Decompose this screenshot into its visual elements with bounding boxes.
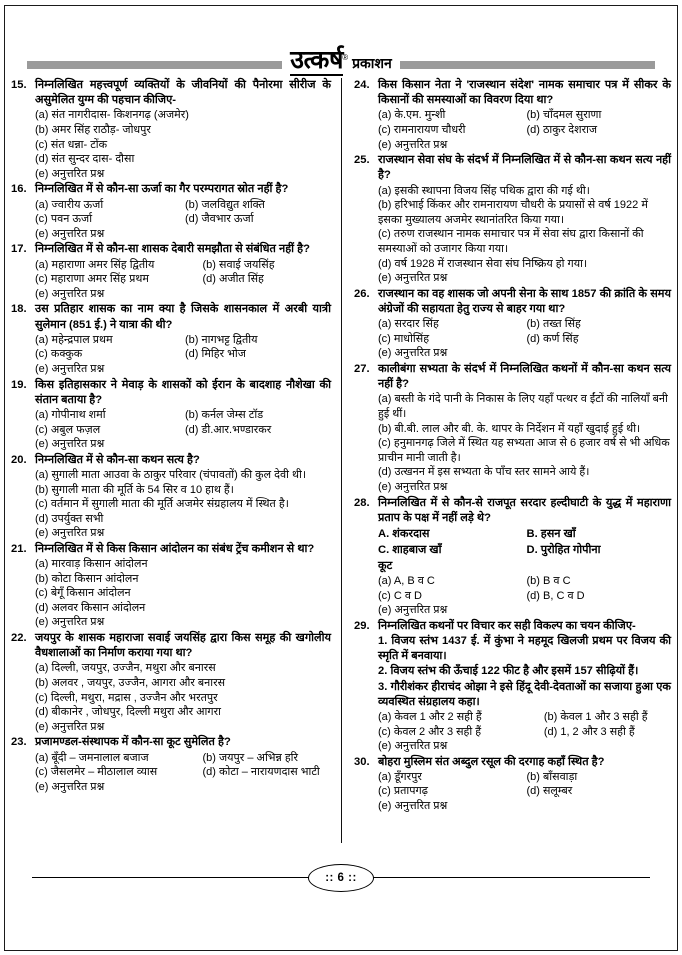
option-d[interactable]: (d) ठाकुर देशराज <box>526 124 598 136</box>
option-d[interactable]: (d) अजीत सिंह <box>202 273 264 286</box>
option-c[interactable]: (c) जैसलमेर – मीठालाल व्यास <box>35 766 158 779</box>
option-c[interactable]: (c) बेगूँ किसान आंदोलन <box>35 587 131 600</box>
option-c[interactable]: (c) दिल्ली, मथुरा, मद्रास , उज्जैन और भरतपुर <box>35 691 218 704</box>
question-block <box>354 755 671 814</box>
left-column <box>11 78 341 843</box>
option-e[interactable]: (e) अनुत्तरित प्रश्न <box>35 780 105 793</box>
statement-list <box>378 634 671 710</box>
option-list <box>378 770 671 814</box>
option-b[interactable]: (b) कोटा किसान आंदोलन <box>35 572 139 585</box>
option-c[interactable]: (c) पवन ऊर्जा <box>35 213 93 226</box>
option-a[interactable]: (a) महेन्द्रपाल प्रथम <box>35 333 113 346</box>
option-e[interactable]: (e) अनुत्तरित प्रश्न <box>35 616 105 629</box>
question-number: 24. <box>354 79 370 91</box>
option-e[interactable]: (e) अनुत्तरित प्रश्न <box>35 720 105 733</box>
option-e[interactable]: (e) अनुत्तरित प्रश्न <box>378 604 448 617</box>
question-number: 16. <box>11 183 27 196</box>
question-block <box>354 287 671 361</box>
question-block <box>11 542 331 630</box>
option-list <box>378 108 671 152</box>
question-text: निम्नलिखित में से कौन-से राजपूत सरदार हल्दीघाटी के युद्ध में महाराणा प्रताप के पक्ष में नहीं लड़े थे? <box>378 496 671 524</box>
question-text: कालीबंगा सभ्यता के संदर्भ में निम्नलिखित कथनों में कौन-सा कथन सत्य नहीं है? <box>378 362 671 391</box>
question-block <box>11 453 331 541</box>
match-item-c: C. शाहबाज खाँ <box>378 543 442 556</box>
option-c[interactable]: (c) महाराणा अमर सिंह प्रथम <box>35 273 149 286</box>
option-e[interactable]: (e) अनुत्तरित प्रश्न <box>35 227 105 240</box>
match-item-d: D. पुरोहित गोपीना <box>526 543 601 556</box>
option-e[interactable]: (e) अनुत्तरित प्रश्न <box>35 527 105 540</box>
option-b[interactable]: (b) जयपुर – अभिन्न हरि <box>202 751 299 764</box>
option-d[interactable]: (d) मिहिर भोज <box>185 348 246 361</box>
option-c[interactable]: (c) अबुल फज़ल <box>35 423 101 436</box>
option-b[interactable]: (b) सुगाली माता की मूर्ति के 54 सिर व 10 हाथ हैं। <box>35 483 234 496</box>
question-block <box>11 378 331 452</box>
question-block <box>354 78 671 152</box>
statement-2: 2. विजय स्तंभ की ऊँचाई 122 फीट है और इसमें 157 सीढ़ियों हैं। <box>378 665 639 678</box>
question-text: उस प्रतिहार शासक का नाम क्या है जिसके शासनकाल में अरबी यात्री सुलेमान (851 ई.) ने यात्रा की थी? <box>35 303 331 331</box>
option-a[interactable]: (a) दिल्ली, जयपुर, उज्जैन, मथुरा और बनारस <box>35 662 216 675</box>
option-a[interactable]: (a) सुगाली माता आउवा के ठाकुर परिवार (चंपावतों) की कुल देवी थी। <box>35 468 307 481</box>
option-b[interactable]: (b) नागभट्ट द्वितीय <box>185 333 258 346</box>
question-number: 29. <box>354 619 370 632</box>
question-text: निम्नलिखित महत्त्वपूर्ण व्यक्तियों के जीवनियों की पैनोरमा सीरीज के असुमेलित युग्म की पहचान कीजिए- <box>35 79 331 107</box>
option-b[interactable]: (b) चाँदमल सुराणा <box>526 109 602 122</box>
question-text: निम्नलिखित में से किस किसान आंदोलन का संबंध ट्रेंच कमीशन से था? <box>35 542 315 555</box>
option-b[interactable]: (b) अलवर , जयपुर, उज्जैन, आगरा और बनारस <box>35 677 226 690</box>
option-d[interactable]: (d) संत सुन्दर दास- दौसा <box>35 153 135 166</box>
question-text: राजस्थान का वह शासक जो अपनी सेना के साथ 1857 की क्रांति के समय अंग्रेजों की सहायता हेतु राज्य से बाहर गया था? <box>378 287 671 315</box>
question-number: 30. <box>354 755 370 768</box>
question-number: 20. <box>11 453 27 466</box>
question-text: निम्नलिखित में से कौन-सा शासक देबारी समझौता से संबंधित नहीं है? <box>35 243 310 256</box>
question-block <box>11 631 331 734</box>
option-list <box>35 258 331 302</box>
option-b[interactable]: (b) B व C <box>526 574 571 587</box>
option-d[interactable]: (d) उपर्युक्त सभी <box>35 512 104 525</box>
option-list <box>35 557 331 630</box>
option-e[interactable]: (e) अनुत्तरित प्रश्न <box>378 740 448 753</box>
page-number: :: 6 :: <box>308 864 374 892</box>
question-text: बोहरा मुस्लिम संत अब्दुल रसूल की दरगाह कहाँ स्थित है? <box>378 755 605 768</box>
option-c[interactable]: (c) वर्तमान में सुगाली माता की मूर्ति अजमेर संग्रहालय में स्थित है। <box>35 498 289 511</box>
option-a[interactable]: (a) गोपीनाथ शर्मा <box>35 408 106 421</box>
question-text: जयपुर के शासक महाराजा सवाई जयसिंह द्वारा किस समूह की खगोलीय वैधशालाओं का निर्माण कराया गया था? <box>35 632 331 660</box>
option-list <box>378 710 671 754</box>
option-a[interactable]: (a) केवल 1 और 2 सही हैं <box>378 710 482 723</box>
option-list <box>378 392 671 494</box>
question-number: 22. <box>11 632 27 645</box>
page-header <box>5 6 677 78</box>
question-block <box>11 735 331 794</box>
question-block <box>354 362 671 495</box>
question-block <box>354 619 671 754</box>
option-d[interactable]: (d) B, C व D <box>526 589 585 602</box>
question-text: निम्नलिखित में से कौन-सा ऊर्जा का गैर परम्परागत स्रोत नहीं है? <box>35 183 289 196</box>
option-b[interactable]: (b) बी.बी. लाल और बी. के. थापर के निर्देशन में यहाँ खुदाई हुई थी। <box>378 422 641 435</box>
match-pair-list <box>378 526 671 558</box>
option-b[interactable]: (b) केवल 1 और 3 सही हैं <box>543 710 648 723</box>
option-e[interactable]: (e) अनुत्तरित प्रश्न <box>35 362 105 375</box>
option-a[interactable]: (a) सरदार सिंह <box>378 318 439 331</box>
option-d[interactable]: (d) कोटा – नारायणदास भाटी <box>202 766 320 779</box>
option-c[interactable]: (c) हनुमानगढ़ जिले में स्थित यह सभ्यता आज से 6 हजार वर्ष से भी अधिक प्राचीन मानी जाती है। <box>378 437 670 464</box>
question-text: निम्नलिखित में से कौन-सा कथन सत्य है? <box>35 453 200 466</box>
option-a[interactable]: (a) महाराणा अमर सिंह द्वितीय <box>35 258 155 271</box>
option-c[interactable]: (c) कक्कुक <box>35 348 83 361</box>
registered-trademark-icon: ® <box>342 53 349 62</box>
question-text: राजस्थान सेवा संघ के संदर्भ में निम्नलिखित में से कौन-सा कथन सत्य नहीं है? <box>378 154 671 182</box>
option-a[interactable]: (a) के.एम. मुन्शी <box>378 109 446 122</box>
match-item-b: B. हसन खाँ <box>526 527 576 540</box>
page-footer <box>10 864 672 890</box>
koot-label: कूट <box>378 559 393 572</box>
option-b[interactable]: (b) तख्त सिंह <box>526 318 581 331</box>
option-d[interactable]: (d) वर्ष 1928 में राजस्थान सेवा संघ निष्क्रिय हो गया। <box>378 257 588 270</box>
option-list <box>35 333 331 377</box>
question-columns <box>5 78 677 843</box>
option-c[interactable]: (c) तरुण राजस्थान नामक समाचार पत्र में सेवा संघ द्वारा किसानों की समस्याओं को उजागर किया गया। <box>378 228 644 255</box>
publisher-logo <box>288 48 393 76</box>
option-list <box>35 661 331 734</box>
header-rule-left <box>27 61 282 69</box>
option-d[interactable]: (d) कर्ण सिंह <box>526 332 579 345</box>
question-number: 17. <box>11 243 27 256</box>
option-e[interactable]: (e) अनुत्तरित प्रश्न <box>378 480 448 493</box>
question-number: 15. <box>11 79 27 91</box>
option-b[interactable]: (b) सवाई जयसिंह <box>202 258 275 271</box>
option-c[interactable]: (c) माधोसिंह <box>378 332 430 345</box>
option-b[interactable]: (b) हरिभाई किंकर और रामनारायण चौधरी के प्रयासों से वर्ष 1922 में इसका मुख्यालय अजमेर स्थानांतरित किया गया। <box>378 199 648 226</box>
question-text: किस किसान नेता ने 'राजस्थान संदेश' नामक समाचार पत्र में सीकर के किसानों की समस्याओं का विवरण दिया था? <box>378 79 671 107</box>
question-number: 25. <box>354 154 370 167</box>
option-a[interactable]: (a) मारवाड़ किसान आंदोलन <box>35 558 148 571</box>
statement-3: 3. गौरीशंकर हीराचंद ओझा ने इसे हिंदू देवी-देवताओं का सजाया हुआ एक व्यवस्थित संग्रहालय कहा। <box>378 680 671 708</box>
option-c[interactable]: (c) रामनारायण चौधरी <box>378 124 466 136</box>
option-d[interactable]: (d) उत्खनन में इस सभ्यता के पाँच स्तर सामने आये हैं। <box>378 466 590 479</box>
option-b[interactable]: (b) अमर सिंह राठौड़- जोधपुर <box>35 124 151 136</box>
option-list <box>35 468 331 541</box>
option-e[interactable]: (e) अनुत्तरित प्रश्न <box>378 800 448 813</box>
option-e[interactable]: (e) अनुत्तरित प्रश्न <box>378 347 448 360</box>
question-block <box>354 153 671 286</box>
option-list <box>378 184 671 286</box>
option-c[interactable]: (c) केवल 2 और 3 सही हैं <box>378 725 482 738</box>
option-e[interactable]: (e) अनुत्तरित प्रश्न <box>35 438 105 451</box>
question-block <box>11 302 331 376</box>
option-d[interactable]: (d) सलूम्बर <box>526 785 573 798</box>
question-block <box>11 242 331 301</box>
option-list <box>35 198 331 242</box>
right-column <box>341 78 671 843</box>
option-list <box>35 408 331 452</box>
option-d[interactable]: (d) बीकानेर , जोधपुर, दिल्ली मथुरा और आगरा <box>35 706 221 719</box>
option-d[interactable]: (d) जैवभार ऊर्जा <box>185 213 254 226</box>
question-text: प्रजामण्डल-संस्थापक में कौन-सा कूट सुमेलित है? <box>35 736 231 749</box>
statement-1: 1. विजय स्तंभ 1437 ई. में कुंभा ने महमूद खिलजी प्रथम पर विजय की स्मृति में बनवाया। <box>378 634 671 663</box>
option-a[interactable]: (a) इसकी स्थापना विजय सिंह पथिक द्वारा की गई थी। <box>378 184 590 197</box>
option-b[interactable]: (b) बाँसवाड़ा <box>526 770 578 783</box>
question-block <box>354 496 671 618</box>
option-a[interactable]: (a) संत नागरीदास- किशनगढ़ (अजमेर) <box>35 109 189 122</box>
option-list <box>35 751 331 795</box>
option-d[interactable]: (d) अलवर किसान आंदोलन <box>35 601 146 614</box>
option-e[interactable]: (e) अनुत्तरित प्रश्न <box>35 287 105 300</box>
option-list <box>378 317 671 361</box>
header-rule-right <box>400 61 655 69</box>
option-c[interactable]: (c) C व D <box>378 589 422 602</box>
option-b[interactable]: (b) कर्नल जेम्स टॉड <box>185 408 264 421</box>
option-e[interactable]: (e) अनुत्तरित प्रश्न <box>35 167 105 180</box>
option-e[interactable]: (e) अनुत्तरित प्रश्न <box>378 138 448 151</box>
question-number: 19. <box>11 378 27 391</box>
option-a[interactable]: (a) डूँगरपुर <box>378 770 422 783</box>
option-c[interactable]: (c) संत धन्ना- टोंक <box>35 138 108 151</box>
question-number: 18. <box>11 303 27 316</box>
question-number: 28. <box>354 496 370 509</box>
question-number: 21. <box>11 542 27 555</box>
option-e[interactable]: (e) अनुत्तरित प्रश्न <box>378 272 448 285</box>
option-a[interactable]: (a) A, B व C <box>378 574 435 587</box>
question-number: 26. <box>354 287 370 300</box>
option-a[interactable]: (a) बूँदी – जमनालाल बजाज <box>35 751 149 764</box>
option-list <box>35 108 331 181</box>
option-b[interactable]: (b) जलविद्युत शक्ति <box>185 198 265 211</box>
option-list <box>378 574 671 618</box>
match-item-a: A. शंकरदास <box>378 527 430 540</box>
question-block <box>11 182 331 241</box>
question-block <box>11 78 331 181</box>
question-number: 23. <box>11 736 27 749</box>
option-c[interactable]: (c) प्रतापगढ़ <box>378 785 428 798</box>
option-d[interactable]: (d) डी.आर.भण्डारकर <box>185 423 272 436</box>
brand-name-main: उत्कर्ष <box>290 47 344 74</box>
option-a[interactable]: (a) बस्ती के गंदे पानी के निकास के लिए यहाँ पत्थर व ईंटों की नालियाँ बनी हुई थीं। <box>378 393 668 420</box>
option-d[interactable]: (d) 1, 2 और 3 सही हैं <box>543 725 635 738</box>
brand-name-sub: प्रकाशन <box>352 57 392 72</box>
question-number: 27. <box>354 362 370 375</box>
question-text: निम्नलिखित कथनों पर विचार कर सही विकल्प का चयन कीजिए- <box>378 619 636 632</box>
question-text: किस इतिहासकार ने मेवाड़ के शासकों को ईरान के बादशाह नौशेखा की संतान बताया है? <box>35 378 331 406</box>
option-a[interactable]: (a) ज्वारीय ऊर्जा <box>35 198 104 211</box>
